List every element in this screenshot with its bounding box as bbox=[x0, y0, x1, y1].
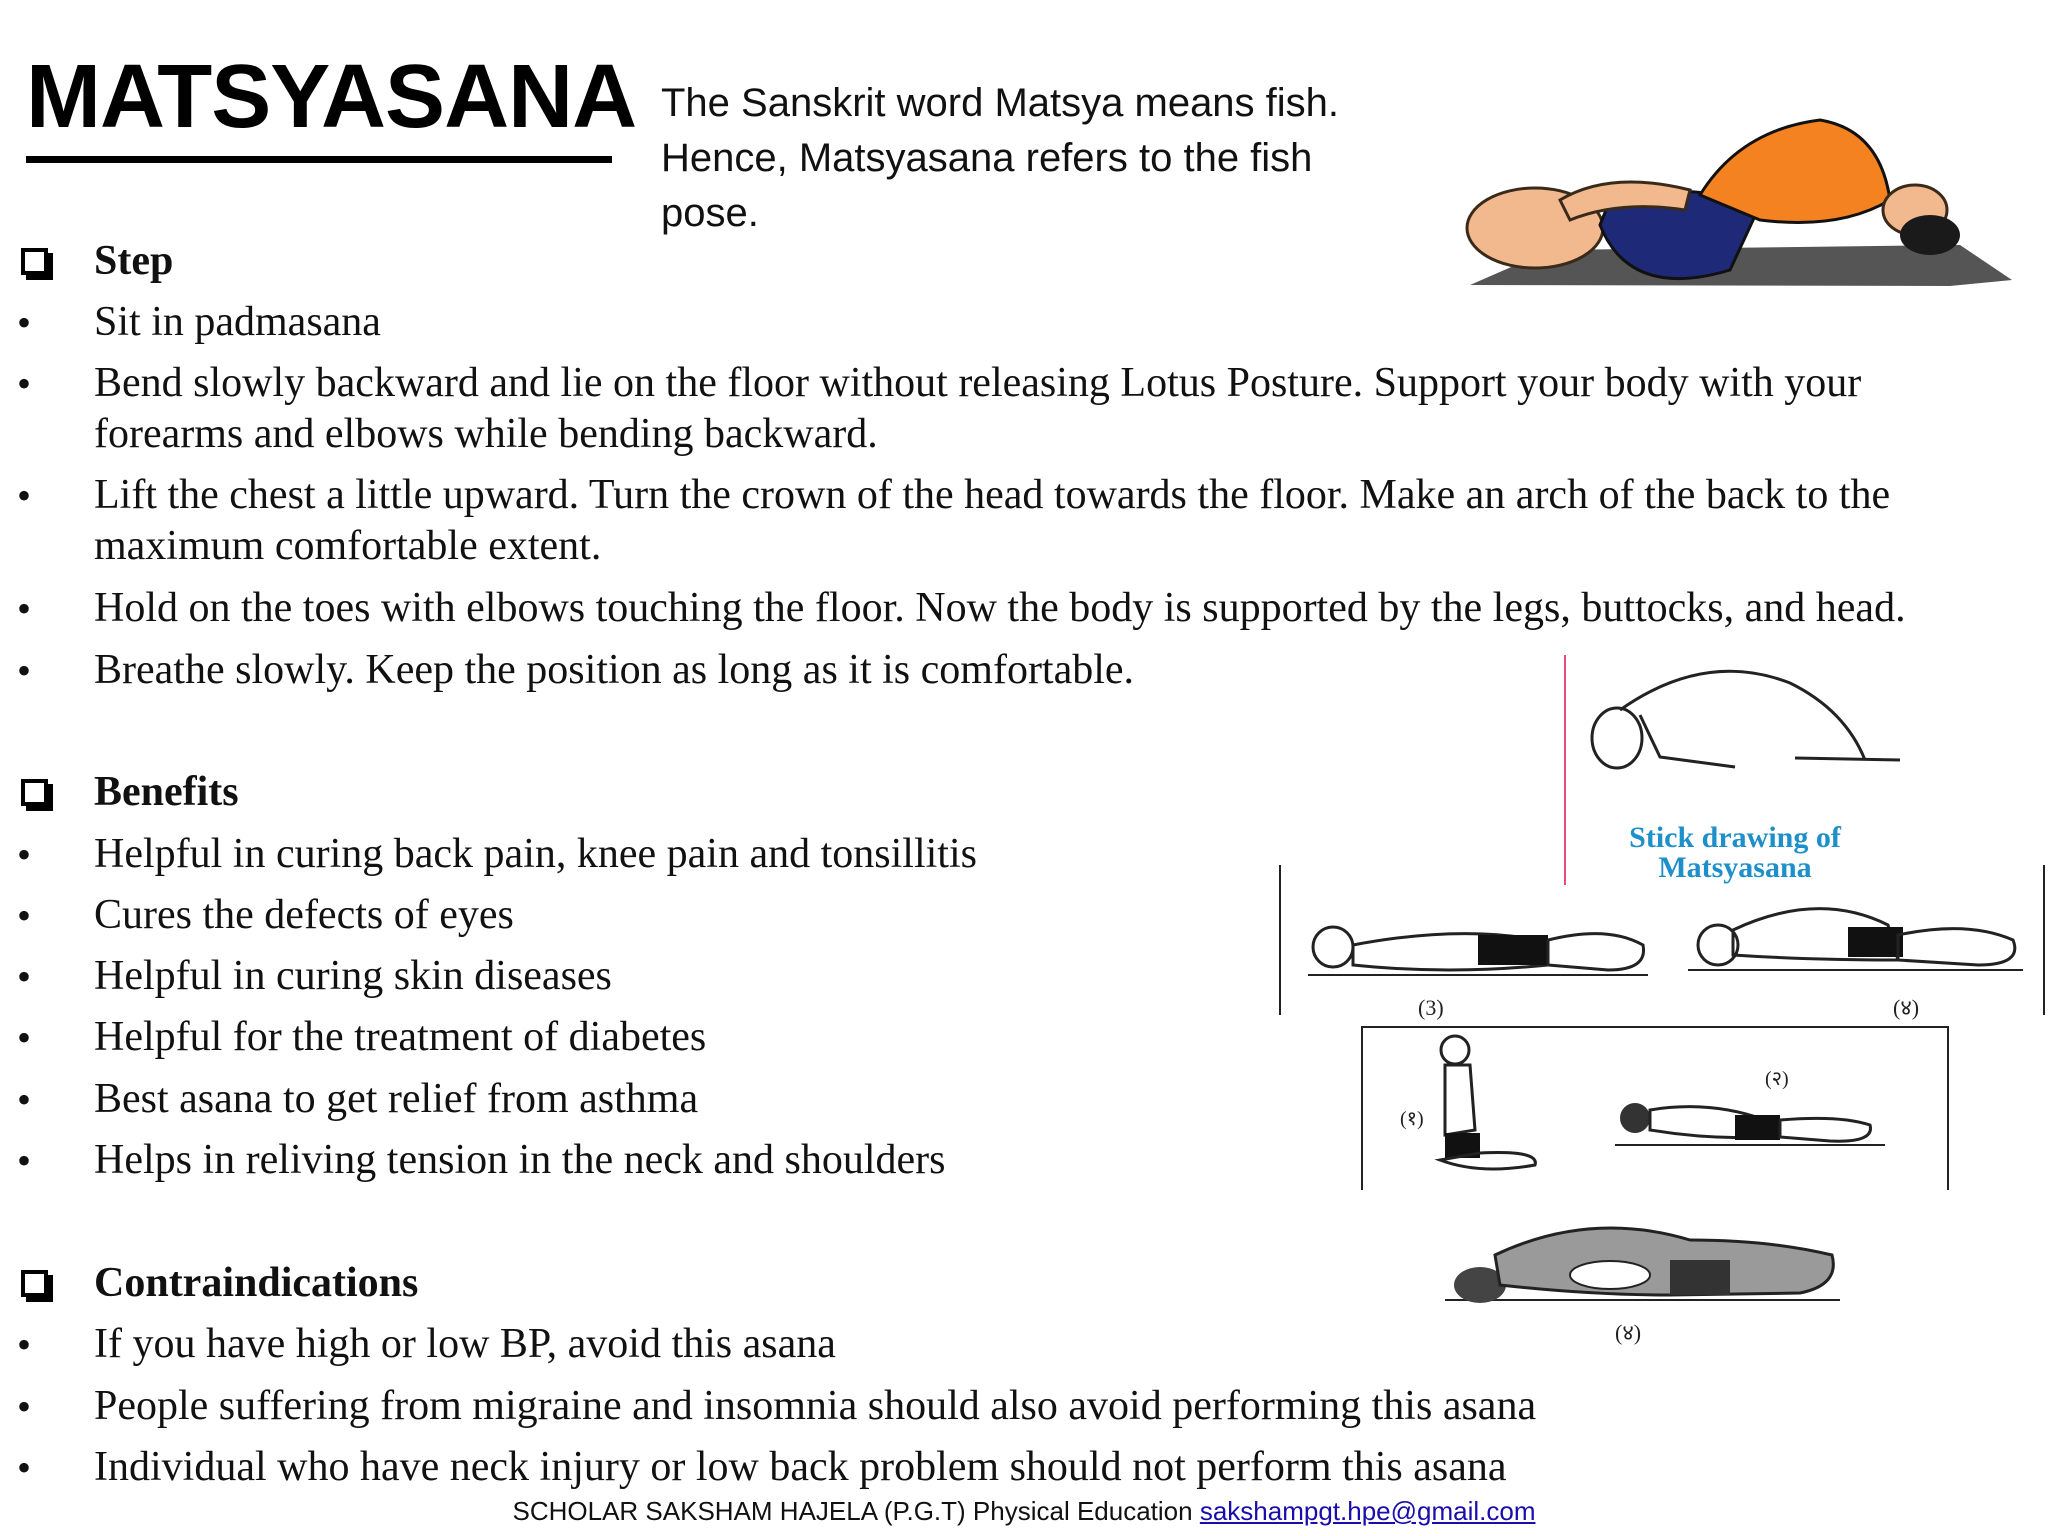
full-fish-pose-figure bbox=[1440, 1215, 1850, 1350]
figure5-arch bbox=[1570, 1261, 1650, 1289]
stick-leg bbox=[1795, 758, 1900, 760]
figure-label: (3) bbox=[1418, 995, 1444, 1020]
figure3-shorts bbox=[1478, 935, 1548, 965]
figure-label: (४) bbox=[1893, 995, 1920, 1020]
checkbox-square-icon bbox=[21, 248, 48, 275]
figure5-shorts bbox=[1670, 1260, 1730, 1295]
fish-pose-illustration bbox=[1460, 110, 2020, 290]
figure1-torso bbox=[1445, 1065, 1475, 1135]
footer-credit: SCHOLAR SAKSHAM HAJELA (P.G.T) Physical Education bbox=[512, 1496, 1200, 1526]
page-title: MATSYASANA bbox=[26, 47, 637, 147]
figure2-shorts bbox=[1735, 1115, 1780, 1140]
shirt bbox=[1700, 120, 1890, 223]
stick-head bbox=[1592, 708, 1642, 768]
figure2-head bbox=[1620, 1103, 1650, 1133]
footer-email-link[interactable]: sakshampgt.hpe@gmail.com bbox=[1199, 1496, 1536, 1526]
checkbox-square-icon bbox=[21, 779, 48, 806]
figure4-shorts bbox=[1848, 927, 1903, 957]
seated-figures-1-2 bbox=[1360, 1025, 1950, 1190]
figure-label: (१) bbox=[1400, 1108, 1424, 1130]
lying-figures-3-4 bbox=[1278, 865, 2046, 1020]
intro-text: The Sanskrit word Matsya means fish. Hence, Matsyasana refers to the fish pose. bbox=[661, 81, 1340, 235]
hair bbox=[1900, 215, 1960, 255]
checkbox-square-icon bbox=[21, 1270, 48, 1297]
figure3-legs bbox=[1548, 934, 1644, 970]
figure5-body bbox=[1495, 1228, 1833, 1295]
figure4-legs bbox=[1898, 929, 2015, 965]
stick-drawing bbox=[1555, 655, 1955, 885]
footer bbox=[0, 1496, 2048, 1526]
stick-caption-line1: Stick drawing of bbox=[1629, 821, 1841, 854]
figure3-head bbox=[1313, 927, 1353, 967]
title-underline bbox=[26, 156, 612, 163]
figure1-head bbox=[1441, 1036, 1469, 1064]
stick-arm bbox=[1640, 715, 1735, 767]
figure2-legs bbox=[1780, 1118, 1871, 1141]
figure-label: (४) bbox=[1615, 1320, 1642, 1345]
figure-label: (२) bbox=[1765, 1068, 1789, 1090]
stick-caption-line2: Matsyasana bbox=[1658, 851, 1812, 884]
